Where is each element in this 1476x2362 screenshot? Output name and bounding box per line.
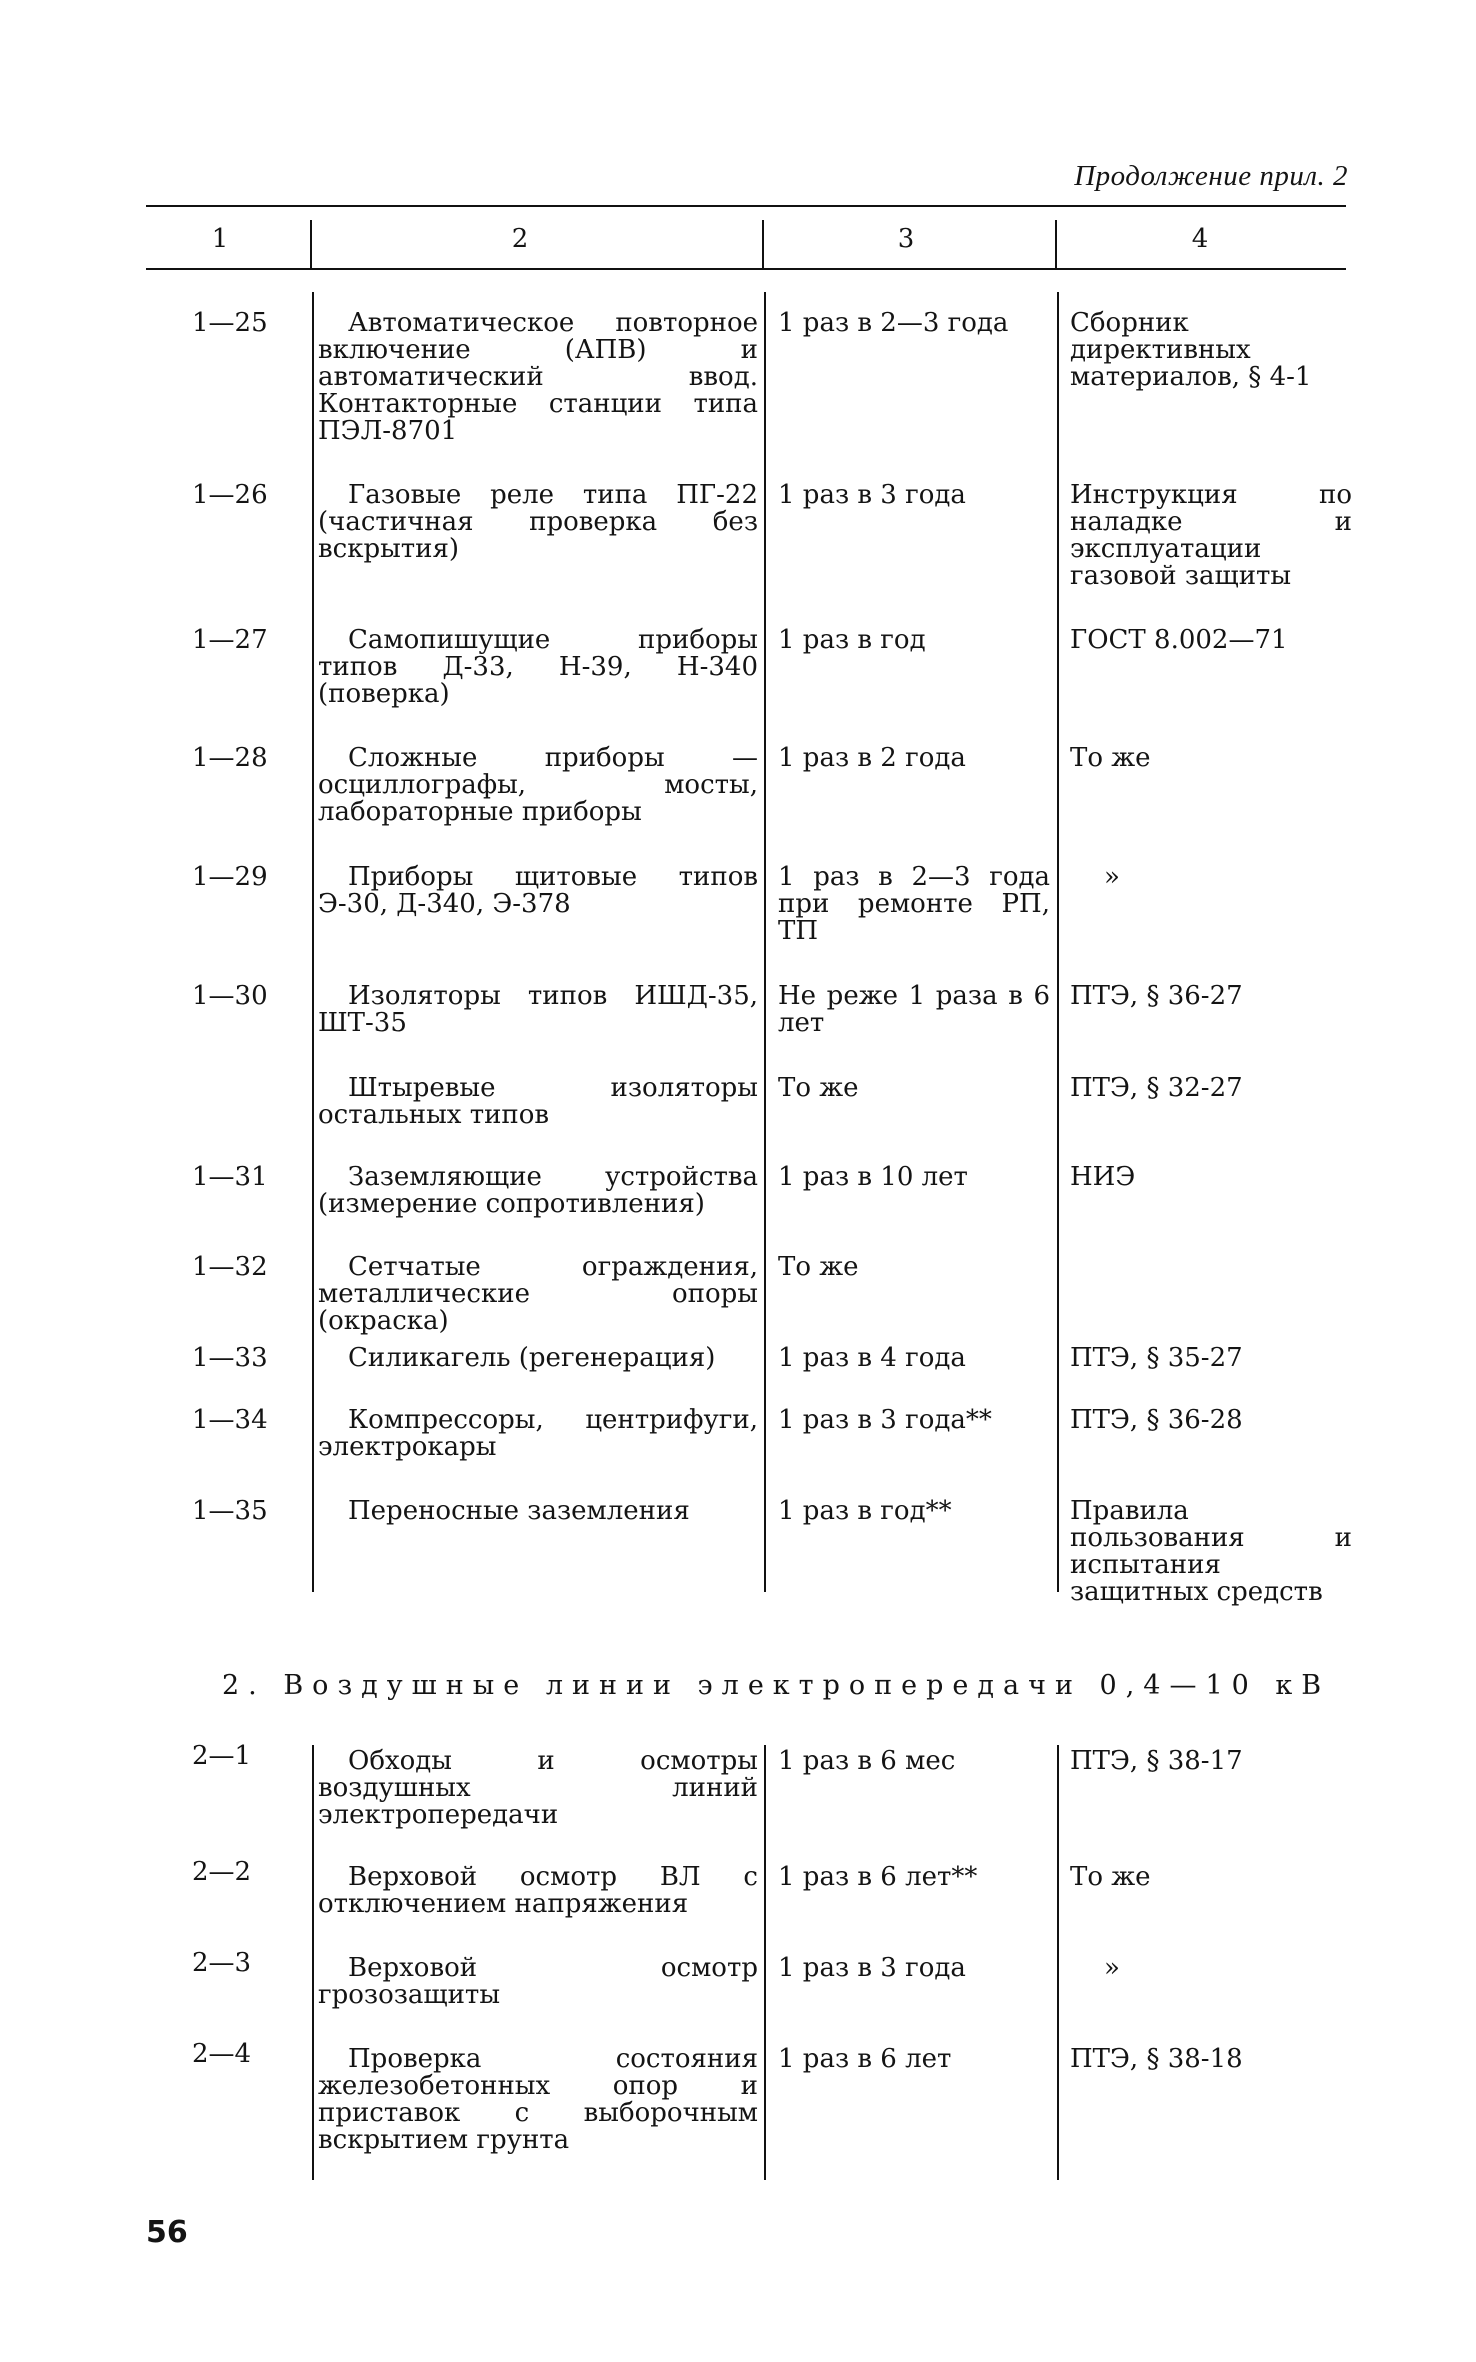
body-separator-3 [1057,292,1059,1592]
row-number: 1—25 [192,308,268,338]
row-description: Верховой осмотр ВЛ с отключением напряжения [318,1862,758,1919]
row-description: Верховой осмотр грозозащиты [318,1953,758,2010]
row-reference: ПТЭ, § 36-28 [1070,1405,1243,1435]
row-period: 1 раз в 6 мес [778,1746,956,1776]
table-top-rule [146,205,1346,207]
row-number: 1—30 [192,981,268,1011]
row-period: 1 раз в 3 года [778,480,966,510]
row-description: Проверка состояния железобетонных опор и приставок с выборочным вскрытием грунта [318,2044,758,2155]
row-reference: Инструкция по наладке и эксплуатации газовой защиты [1070,480,1352,591]
row-description: Сложные приборы — осциллографы, мосты, лабораторные приборы [318,743,758,827]
row-number: 2—4 [192,2039,252,2069]
table-header-rule [146,268,1346,270]
row-number: 1—31 [192,1162,268,1192]
row-period: 1 раз в 4 года [778,1343,966,1373]
row-description: Компрессоры, центрифуги, электрокары [318,1405,758,1462]
header-separator-2 [762,220,764,268]
row-period: 1 раз в 2—3 года [778,308,1009,338]
continuation-header: Продолжение прил. 2 [1074,160,1348,192]
row-period: 1 раз в 10 лет [778,1162,968,1192]
body-separator-4 [312,1745,314,2180]
row-number: 1—32 [192,1252,268,1282]
row-number: 2—2 [192,1857,252,1887]
column-header-4: 4 [1191,224,1209,254]
row-number: 1—26 [192,480,268,510]
body-separator-2 [764,292,766,1592]
header-separator-1 [310,220,312,268]
row-reference: ПТЭ, § 38-18 [1070,2044,1243,2074]
row-reference: ГОСТ 8.002—71 [1070,625,1288,655]
row-reference: Правила пользования и испытания защитных средств [1070,1496,1352,1607]
row-reference: ПТЭ, § 35-27 [1070,1343,1243,1373]
row-description: Штыревые изоляторы остальных типов [318,1073,758,1130]
header-separator-3 [1055,220,1057,268]
column-header-3: 3 [897,224,915,254]
row-period: 1 раз в год [778,625,926,655]
row-period: 1 раз в год** [778,1496,952,1526]
row-description: Приборы щитовые типов Э-30, Д-340, Э-378 [318,862,758,919]
body-separator-1 [312,292,314,1592]
page-number: 56 [146,2215,188,2250]
row-number: 1—33 [192,1343,268,1373]
body-separator-5 [764,1745,766,2180]
column-header-1: 1 [211,224,229,254]
row-description: Обходы и осмотры воздушных линий электропередачи [318,1746,758,1830]
row-number: 1—29 [192,862,268,892]
row-reference: ПТЭ, § 36-27 [1070,981,1243,1011]
row-reference: » [1104,1953,1120,1983]
section-title: 2. Воздушные линии электропередачи 0,4—10 кВ [222,1670,1331,1701]
row-description: Заземляющие устройства (измерение сопротивления) [318,1162,758,1219]
row-description: Газовые реле типа ПГ-22 (частичная проверка без вскрытия) [318,480,758,564]
row-period: 1 раз в 2—3 года при ремонте РП, ТП [778,862,1050,946]
row-description: Самопишущие приборы типов Д-33, Н-39, Н-340 (поверка) [318,625,758,709]
row-period: 1 раз в 3 года [778,1953,966,1983]
row-reference: НИЭ [1070,1162,1136,1192]
row-number: 1—27 [192,625,268,655]
row-description: Сетчатые ограждения, металлические опоры (окраска) [318,1252,758,1336]
row-period: То же [778,1252,859,1282]
row-number: 1—35 [192,1496,268,1526]
row-number: 2—3 [192,1948,252,1978]
row-period: 1 раз в 2 года [778,743,966,773]
row-reference: » [1104,862,1120,892]
row-number: 1—34 [192,1405,268,1435]
row-period: 1 раз в 6 лет [778,2044,952,2074]
row-reference: ПТЭ, § 38-17 [1070,1746,1243,1776]
row-description: Автоматическое повторное включение (АПВ) и автоматический ввод. Контакторные станции типа ПЭЛ-8701 [318,308,758,446]
row-number: 2—1 [192,1741,252,1771]
row-reference: То же [1070,743,1151,773]
row-reference: ПТЭ, § 32-27 [1070,1073,1243,1103]
row-reference: Сборник директивных материалов, § 4-1 [1070,308,1312,392]
row-period: То же [778,1073,859,1103]
row-period: Не реже 1 раза в 6 лет [778,981,1050,1038]
row-description: Переносные заземления [348,1496,690,1526]
row-number: 1—28 [192,743,268,773]
row-period: 1 раз в 6 лет** [778,1862,978,1892]
row-description: Силикагель (регенерация) [348,1343,716,1373]
body-separator-6 [1057,1745,1059,2180]
row-description: Изоляторы типов ИШД-35, ШТ-35 [318,981,758,1038]
column-header-2: 2 [511,224,529,254]
row-reference: То же [1070,1862,1151,1892]
row-period: 1 раз в 3 года** [778,1405,992,1435]
